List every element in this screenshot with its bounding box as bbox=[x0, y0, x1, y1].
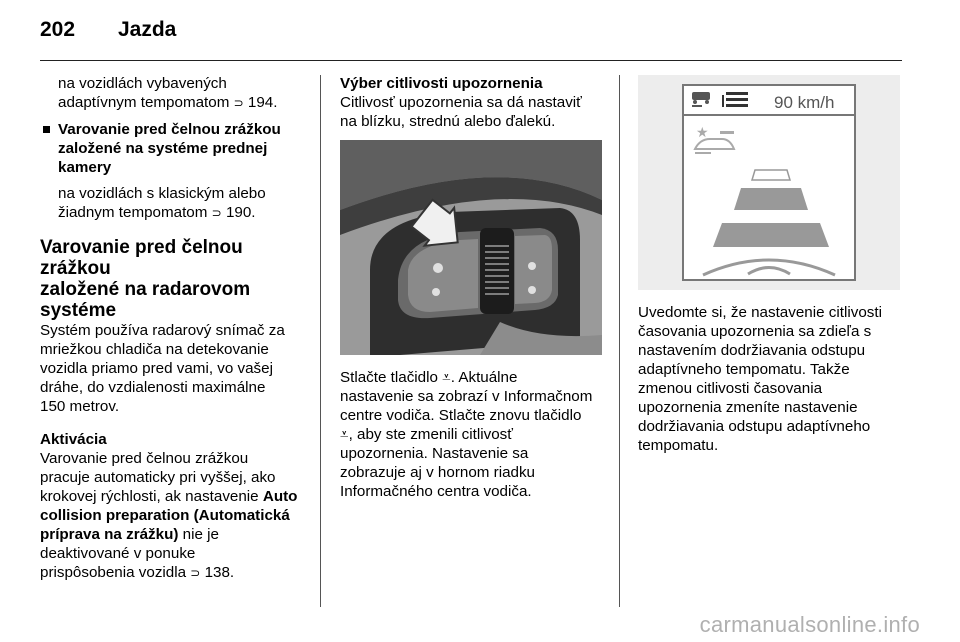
body-text: na blízku, strednú alebo ďalekú. bbox=[340, 113, 556, 130]
section-title: Jazda bbox=[118, 18, 177, 41]
intro-line: adaptívnym tempomatom ⊃ 194. bbox=[58, 94, 278, 111]
following-distance-button-icon: ⩡ bbox=[442, 369, 451, 386]
watermark-text: carmanualsonline.info bbox=[699, 612, 920, 637]
body-text: Citlivosť upozornenia sa dá nastaviť bbox=[340, 94, 582, 111]
driver-info-display-figure bbox=[638, 75, 900, 290]
speed-readout: 90 km/h bbox=[774, 93, 835, 112]
page-ref-link[interactable]: 138. bbox=[204, 564, 235, 581]
body-text: dodržiavania odstupu adaptívneho bbox=[638, 418, 871, 435]
body-text: zobrazuje aj v hornom riadku bbox=[340, 464, 536, 481]
bullet-body: na vozidlách s klasickým alebo bbox=[58, 185, 266, 202]
steering-wheel-illustration bbox=[340, 140, 602, 355]
body-text: upozornenia. Nastavenie sa bbox=[340, 445, 529, 462]
section-heading: Varovanie pred čelnou zrážkou bbox=[40, 237, 243, 279]
bullet-square-icon bbox=[43, 126, 50, 133]
body-text: príprava na zrážku) nie je bbox=[40, 526, 219, 543]
body-text: deaktivované v ponuke bbox=[40, 545, 196, 562]
page-ref-link[interactable]: 194. bbox=[247, 94, 278, 111]
body-text: collision preparation (Automatická bbox=[40, 507, 290, 524]
body-text: prispôsobenia vozidla ⊃ 138. bbox=[40, 564, 235, 581]
body-text: mriežkou chladiča na detekovanie bbox=[40, 341, 269, 358]
column-2 bbox=[340, 74, 610, 131]
body-text: časovania upozornenia sa zdieľa s bbox=[638, 323, 872, 340]
header-rule bbox=[40, 60, 902, 61]
body-text: Stlačte tlačidlo ⩡. Aktuálne bbox=[340, 369, 518, 386]
body-text: adaptívneho tempomatu. Takže bbox=[638, 361, 850, 378]
page-ref-icon: ⊃ bbox=[233, 96, 244, 110]
body-text: zmenou citlivosti časovania bbox=[638, 380, 823, 397]
activation-title: Aktivácia bbox=[40, 431, 107, 448]
body-text: centre vodiča. Stlačte znovu tlačidlo bbox=[340, 407, 582, 424]
body-text: ⩡, aby ste zmenili citlivosť bbox=[340, 426, 513, 443]
page-ref-link[interactable]: 190. bbox=[225, 204, 256, 221]
page-number: 202 bbox=[40, 18, 76, 41]
section-heading: systéme bbox=[40, 300, 117, 321]
column-1 bbox=[40, 74, 312, 583]
intro-line: na vozidlách vybavených bbox=[58, 75, 227, 92]
body-text: nastavenie sa zobrazí v Informačnom bbox=[340, 388, 593, 405]
alert-star-icon: ★ bbox=[696, 125, 709, 141]
body-text: nastavením dodržiavania odstupu bbox=[638, 342, 866, 359]
body-text: Systém používa radarový snímač za bbox=[40, 322, 285, 339]
body-text: Informačného centra vodiča. bbox=[340, 483, 532, 500]
body-text: dráhe, do vzdialenosti maximálne bbox=[40, 379, 266, 396]
bullet-body: žiadnym tempomatom ⊃ 190. bbox=[58, 204, 256, 221]
column-divider-1 bbox=[320, 75, 321, 607]
page-ref-icon: ⊃ bbox=[190, 566, 201, 580]
following-distance-button-icon: ⩡ bbox=[340, 426, 349, 443]
body-text: 150 metrov. bbox=[40, 398, 120, 415]
column-divider-2 bbox=[619, 75, 620, 607]
steering-wheel-figure bbox=[340, 140, 602, 355]
body-text: pracuje automaticky pri vyššej, ako bbox=[40, 469, 276, 486]
page-header bbox=[40, 18, 920, 62]
body-text: upozornenia zmeníte nastavenie bbox=[638, 399, 858, 416]
page-ref-icon: ⊃ bbox=[211, 206, 222, 220]
column-2-lower bbox=[340, 368, 612, 501]
body-text: Varovanie pred čelnou zrážkou bbox=[40, 450, 249, 467]
body-text: Uvedomte si, že nastavenie citlivosti bbox=[638, 304, 882, 321]
subsection-title: Výber citlivosti upozornenia bbox=[340, 75, 543, 92]
body-text: tempomatu. bbox=[638, 437, 719, 454]
driver-info-display-illustration bbox=[638, 75, 900, 290]
section-heading: založené na radarovom bbox=[40, 279, 251, 300]
bullet-item-front-camera: Varovanie pred čelnou zrážkou založené na systéme prednej kamery bbox=[40, 120, 312, 177]
body-text: vozidla priamo pred vami, vo vašej bbox=[40, 360, 273, 377]
column-3-text bbox=[638, 303, 910, 455]
body-text: krokovej rýchlosti, ak nastavenie Auto bbox=[40, 488, 298, 505]
